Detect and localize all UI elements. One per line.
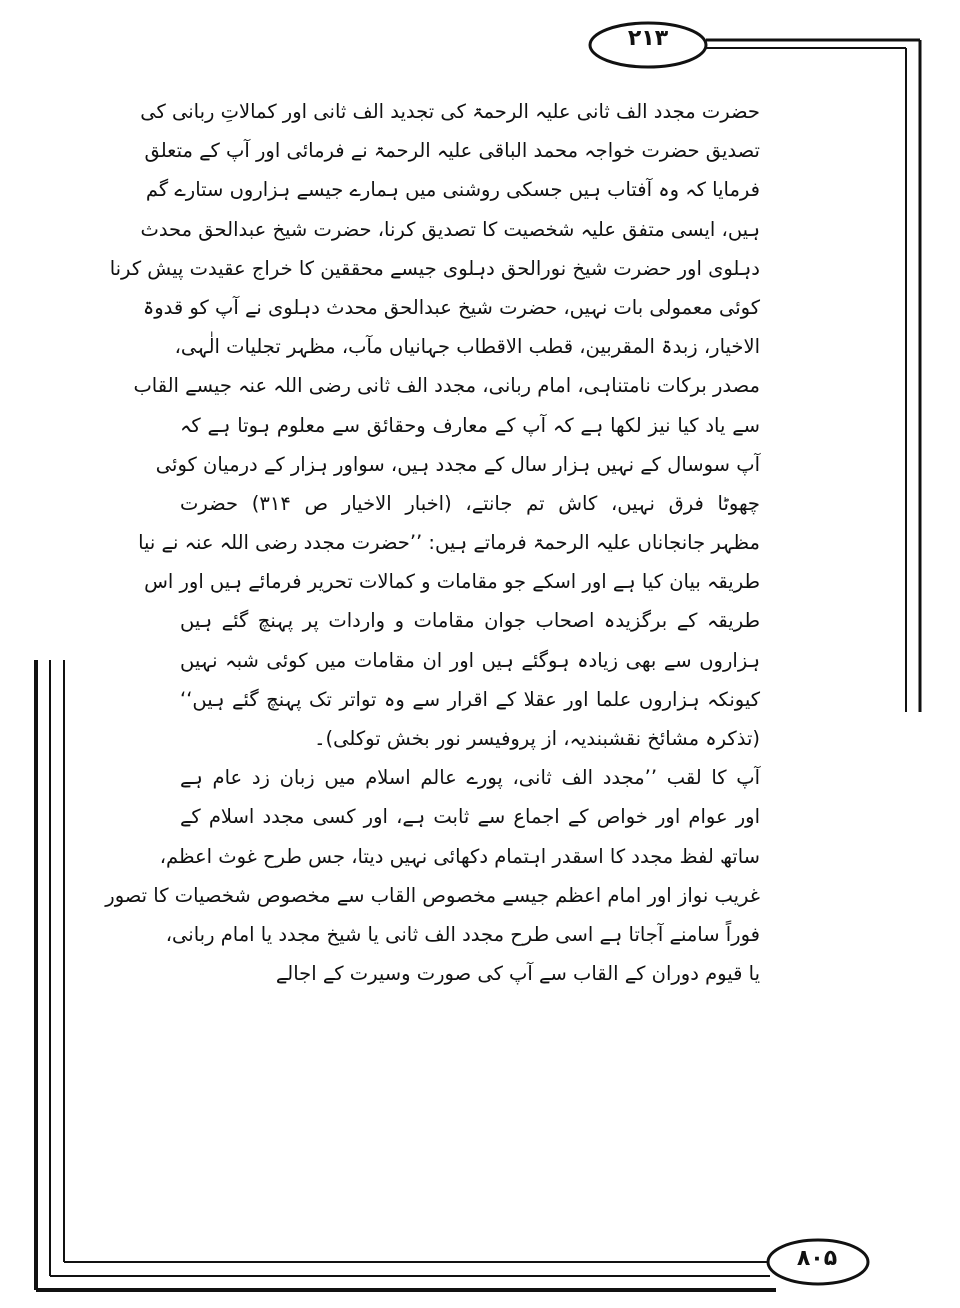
text-line: سے یاد کیا نیز لکھا ہے کہ آپ کے معارف وحقائق سے معلوم ہوتا ہے کہ: [180, 413, 760, 437]
bottom-page-number: ۸۰۵: [796, 1246, 838, 1271]
text-line: اور عوام اور خواص کے اجماع سے ثابت ہے، اور کسی مجدد اسلام کے: [180, 805, 760, 829]
text-line: آپ کا لقب ’’مجدد الف ثانی، پورے عالم اسلام میں زبان زد عام ہے: [180, 766, 760, 790]
text-line: فرمایا کہ وہ آفتاب ہیں جسکی روشنی میں ہمارے جیسے ہزاروں ستارے گم: [145, 178, 760, 202]
top-page-number: ۲۱۳: [627, 26, 669, 51]
text-line: آپ سوسال کے نہیں ہزار سال کے مجدد ہیں، سواور ہزار کے درمیان کوئی: [155, 452, 760, 476]
text-line: مصدر برکات نامتناہی، امام ربانی، مجدد الف ثانی رضی اللہ عنہ جیسے القاب: [133, 374, 760, 398]
text-line: دہلوی اور حضرت شیخ نورالحق دہلوی جیسے محققین کا خراج عقیدت پیش کرنا: [109, 256, 760, 280]
text-line: ہیں، ایسی متفق علیہ شخصیت کا تصدیق کرنا، حضرت شیخ عبدالحق محدث: [140, 217, 760, 241]
text-line: چھوٹا فرق نہیں، کاش تم جانتے، (اخبار الاخیار ص ۳۱۴) حضرت: [180, 491, 760, 515]
text-line: مظہر جانجاناں علیہ الرحمۃ فرماتے ہیں: ’’حضرت مجدد رضی اللہ عنہ نے نیا: [138, 531, 760, 555]
text-line: غریب نواز اور امام اعظم جیسے مخصوص القاب سے مخصوص شخصیات کا تصور: [105, 883, 760, 907]
text-line: یا قیوم دوران کے القاب سے آپ کی صورت وسیرت کے اجالے: [275, 962, 760, 986]
text-line: طریقہ کے برگزیدہ اصحاب جوان مقامات و واردات پر پہنچ گئے ہیں: [180, 609, 760, 633]
text-line: ہزاروں سے بھی زیادہ ہوگئے ہیں اور ان مقامات میں کوئی شبہ نہیں: [180, 648, 760, 672]
text-line: تصدیق حضرت خواجہ محمد الباقی علیہ الرحمۃ نے فرمائی اور آپ کے متعلق: [144, 139, 760, 163]
text-line: طریقہ بیان کیا ہے اور اسکے جو مقامات و کمالات تحریر فرمائے ہیں اور اس: [144, 570, 760, 594]
text-line: کیونکہ ہزاروں علما اور عقلا کے اقرار سے وہ تواتر تک پہنچ گئے ہیں‘‘: [180, 687, 760, 711]
text-line: (تذکرہ مشائخ نقشبندیہ، از پروفیسر نور بخش توکلی)۔: [314, 727, 760, 750]
text-line: حضرت مجدد الف ثانی علیہ الرحمۃ کی تجدید الف ثانی اور کمالاتِ ربانی کی: [140, 100, 760, 123]
text-line: کوئی معمولی بات نہیں، حضرت شیخ عبدالحق محدث دہلوی نے آپ کو قدوۃ: [142, 295, 760, 319]
text-line: فوراً سامنے آجاتا ہے اسی طرح مجدد الف ثانی یا شیخ مجدد یا امام ربانی،: [165, 922, 760, 946]
text-line: الاخیار، زبدۃ المقربین، قطب الاقطاب جہانیاں مآب، مظہر تجلیات الٰہی،: [174, 335, 760, 359]
text-line: ساتھ لفظ مجدد کا اسقدر اہتمام دکھائی نہیں دیتا، جس طرح غوث اعظم،: [159, 844, 760, 868]
body-text: [105, 92, 760, 993]
